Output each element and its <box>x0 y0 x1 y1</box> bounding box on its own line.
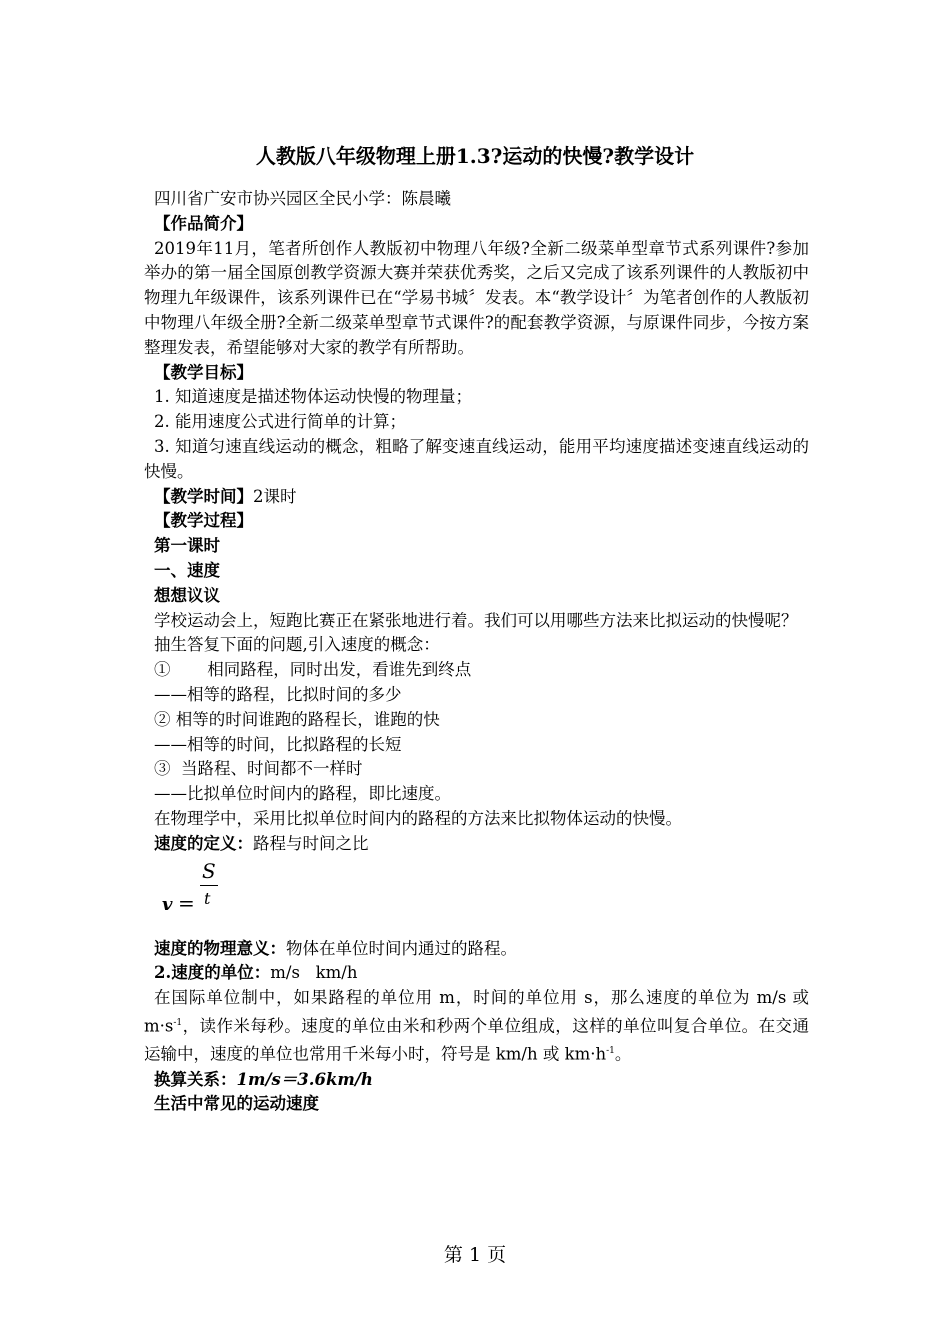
author-line: 四川省广安市协兴园区全民小学：陈晨曦 <box>154 189 451 208</box>
time-heading: 【教学时间】 <box>154 486 253 506</box>
goal-item-2: 2. 能用速度公式进行简单的计算； <box>154 412 406 432</box>
formula-v: v <box>162 893 173 915</box>
meaning-line <box>144 937 809 962</box>
formula-denominator: t <box>204 888 211 908</box>
speed-formula <box>144 859 809 921</box>
goal-item-1: 1. 知道速度是描述物体运动快慢的物理量； <box>154 387 472 407</box>
unit-line <box>144 961 809 986</box>
convert-label: 换算关系： <box>154 1069 237 1089</box>
convert-text: 1m/s＝3.6km/h <box>236 1069 373 1089</box>
page-footer: 第 1 页 <box>443 1244 507 1266</box>
unit-paragraph-b: ，读作米每秒。速度的单位由米和秒两个单位组成，这样的单位叫复合单位。在交通运输中，速度的单位也常用千米每小时，符号是 km/h 或 km·h <box>144 1016 809 1064</box>
convert-line <box>144 1068 809 1093</box>
unit-sup-2: -1 <box>606 1046 615 1057</box>
formula-numerator: S <box>202 858 216 883</box>
definition-label: 速度的定义： <box>154 833 253 853</box>
point-5: ③ 当路程、时间都不一样时 <box>154 759 363 779</box>
point-2: ——相等的路程，比拟时间的多少 <box>154 684 402 704</box>
time-line <box>144 485 809 510</box>
point-3: ② 相等的时间谁跑的路程长，谁跑的快 <box>154 709 440 729</box>
goals-heading: 【教学目标】 <box>154 362 253 382</box>
definition-text: 路程与时间之比 <box>253 833 369 853</box>
section-heading: 一、速度 <box>154 560 220 580</box>
physics-text: 在物理学中，采用比拟单位时间内的路程的方法来比拟物体运动的快慢。 <box>154 808 682 828</box>
lesson-heading: 第一课时 <box>154 536 220 556</box>
intro-heading: 【作品简介】 <box>154 213 253 233</box>
formula-fraction-bar <box>200 885 218 886</box>
point-4: ——相等的时间，比拟路程的长短 <box>154 734 402 754</box>
process-heading: 【教学过程】 <box>154 511 253 531</box>
document-title: 人教版八年级物理上册1.3?运动的快慢?教学设计 <box>255 144 695 168</box>
unit-paragraph-a: 在国际单位制中，如果路程的单位用 m，时间的单位用 s，那么速度的单位为 m/s 或 m·s <box>144 988 809 1036</box>
life-heading: 生活中常见的运动速度 <box>154 1094 319 1114</box>
unit-label: 2.速度的单位： <box>154 963 271 983</box>
time-value: 2课时 <box>253 486 297 506</box>
unit-sup-1: -1 <box>173 1017 183 1028</box>
document-body <box>144 187 809 1117</box>
point-1: ① 相同路程，同时出发，看谁先到终点 <box>154 660 472 680</box>
formula-equals: = <box>178 890 195 915</box>
point-6: ——比拟单位时间内的路程，即比速度。 <box>154 784 451 804</box>
intro-text: 2019年11月，笔者所创作人教版初中物理八年级?全新二级菜单型章节式系列课件?参加举办的第一届全国原创教学资源大赛并荣获优秀奖，之后又完成了该系列课件的人教版初中物理九年级课件，该系列课件已在“学易书城〞发表。本“教学设计〞为笔者创作的人教版初中物理八年级全册?全新二级菜单型章节式课件?的配套教学资源，与原课件同步，今按方案整理发表，希望能够对大家的教学有所帮助。 <box>144 238 809 357</box>
question-1: 学校运动会上，短跑比赛正在紧张地进行着。我们可以用哪些方法来比拟运动的快慢呢？ <box>154 610 798 630</box>
goal-item-3: 3. 知道匀速直线运动的概念，粗略了解变速直线运动，能用平均速度描述变速直线运动的快慢。 <box>144 436 809 481</box>
meaning-text: 物体在单位时间内通过的路程。 <box>286 938 517 958</box>
unit-paragraph-c: 。 <box>614 1044 632 1064</box>
meaning-label: 速度的物理意义： <box>154 938 286 958</box>
definition-line <box>144 832 809 857</box>
think-heading: 想想议议 <box>154 585 220 605</box>
question-2: 抽生答复下面的问题,引入速度的概念： <box>154 635 440 655</box>
unit-text: m/s km/h <box>270 963 358 983</box>
unit-paragraph <box>144 986 809 1067</box>
